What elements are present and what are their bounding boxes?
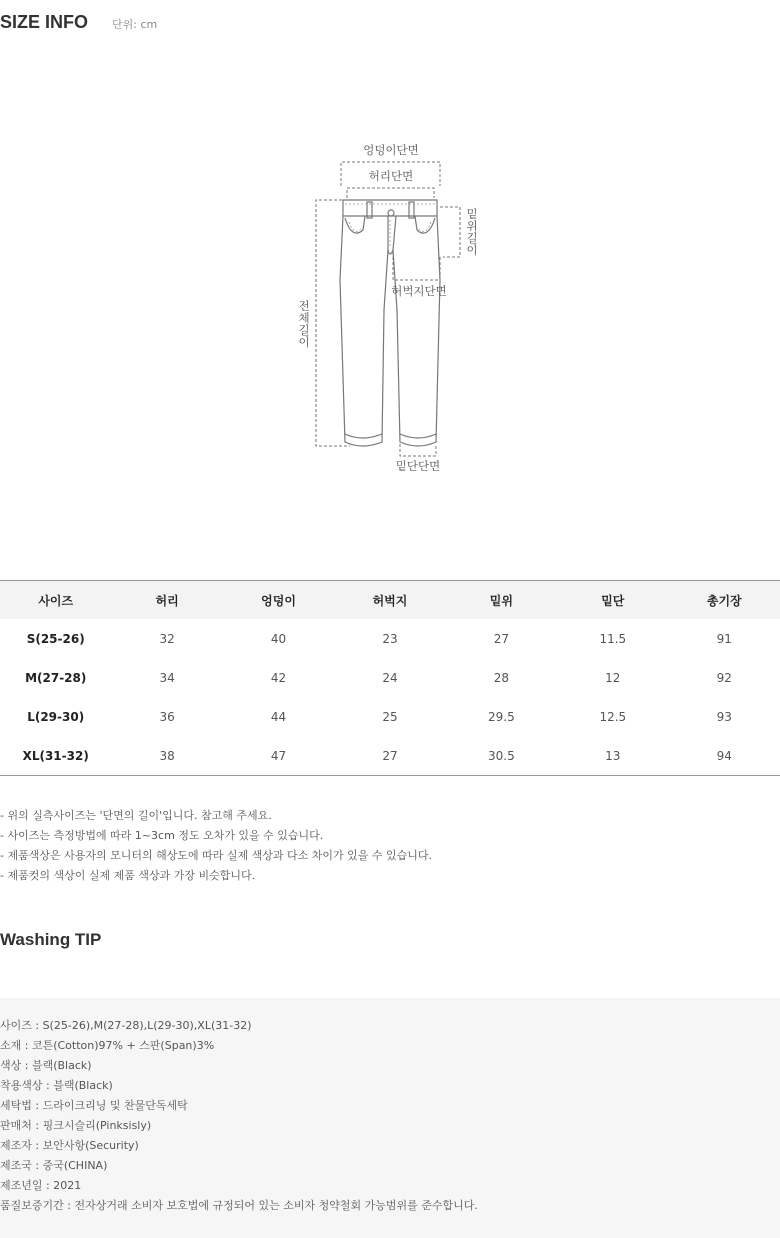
unit-label: 단위: cm bbox=[112, 18, 158, 31]
list-item: 세탁법 : 드라이크리닝 및 찬물단독세탁 bbox=[0, 1099, 188, 1112]
table-row bbox=[0, 658, 780, 697]
size-notes bbox=[0, 806, 432, 886]
header-size: 사이즈 bbox=[0, 581, 111, 620]
list-item: 사이즈 : S(25-26),M(27-28),L(29-30),XL(31-32) bbox=[0, 1019, 252, 1032]
table-cell: 24 bbox=[382, 670, 398, 685]
header-hip: 엉덩이 bbox=[223, 581, 334, 620]
table-cell: 28 bbox=[493, 670, 510, 685]
table-cell: 27 bbox=[382, 748, 398, 763]
list-item: - 제품색상은 사용자의 모니터의 해상도에 따라 실제 색상과 다소 차이가 있을 수 있습니다. bbox=[0, 849, 432, 862]
table-cell: 92 bbox=[716, 670, 732, 685]
table-cell: 27 bbox=[493, 631, 510, 646]
pants-measurement-diagram bbox=[0, 130, 780, 480]
header-hem: 밑단 bbox=[557, 581, 668, 620]
table-cell: 29.5 bbox=[488, 709, 515, 724]
list-item: 제조자 : 보안사항(Security) bbox=[0, 1139, 139, 1152]
table-header-row bbox=[0, 581, 780, 620]
label-thigh: 허벅지단면 bbox=[391, 284, 447, 298]
label-waist: 허리단면 bbox=[368, 169, 414, 183]
label-total-length-char: 길 bbox=[298, 323, 310, 337]
table-cell: 13 bbox=[605, 748, 621, 763]
table-cell: 12 bbox=[605, 670, 621, 685]
table-cell: 93 bbox=[716, 709, 732, 724]
table-row bbox=[0, 619, 780, 658]
table-cell: 91 bbox=[716, 631, 732, 646]
list-item: 제조년일 : 2021 bbox=[0, 1179, 82, 1192]
list-item: 소재 : 코튼(Cotton)97% + 스판(Span)3% bbox=[0, 1039, 215, 1052]
list-item: 판매처 : 핑크시슬리(Pinksisly) bbox=[0, 1119, 152, 1132]
table-cell: 47 bbox=[270, 748, 287, 763]
table-row bbox=[0, 736, 780, 776]
label-total-length-char: 이 bbox=[298, 335, 310, 349]
label-rise bbox=[466, 207, 477, 257]
table-cell: 25 bbox=[382, 709, 398, 724]
measurement-lines bbox=[316, 162, 460, 456]
list-item: - 사이즈는 측정방법에 따라 1~3cm 정도 오차가 있을 수 있습니다. bbox=[0, 829, 324, 842]
header-total-length: 총기장 bbox=[669, 581, 780, 620]
table-cell: M(27-28) bbox=[25, 670, 87, 685]
table-cell: 11.5 bbox=[599, 631, 627, 646]
label-hip: 엉덩이단면 bbox=[363, 143, 419, 157]
list-item: 색상 : 블랙(Black) bbox=[0, 1059, 92, 1072]
header-rise: 밑위 bbox=[446, 581, 557, 620]
list-item: 제조국 : 중국(CHINA) bbox=[0, 1159, 108, 1172]
list-item: - 제품컷의 색상이 실제 제품 색상과 가장 비슷합니다. bbox=[0, 869, 256, 882]
label-total-length-char: 체 bbox=[298, 311, 310, 325]
size-info-title: SIZE INFO bbox=[0, 12, 89, 32]
label-rise-char: 위 bbox=[466, 219, 478, 233]
label-total-length-char: 전 bbox=[298, 299, 310, 313]
label-total-length bbox=[298, 299, 309, 349]
table-cell: 94 bbox=[716, 748, 732, 763]
label-rise-char: 길 bbox=[466, 231, 478, 245]
table-cell: S(25-26) bbox=[26, 631, 85, 646]
table-cell: 36 bbox=[159, 709, 175, 724]
header-waist: 허리 bbox=[111, 581, 222, 620]
list-item: - 위의 실측사이즈는 '단면의 길이'입니다. 참고해 주세요. bbox=[0, 809, 272, 822]
product-info-box bbox=[0, 998, 780, 1238]
table-cell: 44 bbox=[270, 709, 287, 724]
label-rise-char: 이 bbox=[466, 243, 478, 257]
table-cell: 30.5 bbox=[488, 748, 515, 763]
table-row bbox=[0, 697, 780, 736]
table-cell: 32 bbox=[159, 631, 175, 646]
table-cell: 38 bbox=[159, 748, 175, 763]
table-cell: 12.5 bbox=[599, 709, 627, 724]
table-cell: 23 bbox=[382, 631, 398, 646]
label-hem: 밑단단면 bbox=[395, 459, 441, 473]
size-info-header bbox=[0, 12, 157, 33]
washing-tip-title: Washing TIP bbox=[0, 930, 102, 949]
table-cell: XL(31-32) bbox=[22, 748, 89, 763]
table-cell: 42 bbox=[270, 670, 287, 685]
header-thigh: 허벅지 bbox=[334, 581, 445, 620]
list-item: 착용색상 : 블랙(Black) bbox=[0, 1079, 113, 1092]
product-info-list bbox=[0, 1016, 478, 1216]
table-cell: 34 bbox=[159, 670, 175, 685]
table-cell: 40 bbox=[270, 631, 287, 646]
label-rise-char: 밑 bbox=[466, 207, 478, 221]
table-cell: L(29-30) bbox=[27, 709, 85, 724]
size-table bbox=[0, 580, 780, 776]
list-item: 품질보증기간 : 전자상거래 소비자 보호법에 규정되어 있는 소비자 청약철회 가능범위를 준수합니다. bbox=[0, 1199, 478, 1212]
